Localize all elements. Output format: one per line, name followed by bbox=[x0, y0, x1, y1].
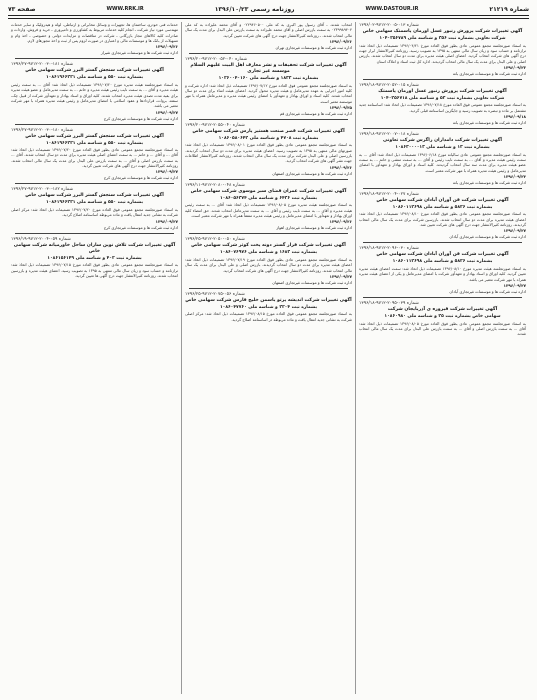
column-3 bbox=[8, 22, 181, 694]
legal-notice bbox=[185, 183, 352, 231]
notice-office: اداره ثبت شرکت ها و موسسات غیرتجاری آبادان bbox=[449, 234, 526, 240]
notice-body: به استناد صورتجلسه مجمع عمومی فوق العاده مورخ ۱۳۹۶/۰۷/۱۸ تصمیمات ذیل اتخاذ شد: اساسنامه جدید مشتمل بر ماده و تبصره به تصویب رسید و جایگزین اساسنامه قبلی گردید. bbox=[359, 102, 526, 113]
notice-office: اداره ثبت شرکت ها و موسسات غیرتجاری قم bbox=[279, 110, 352, 116]
notice-title: آگهی تغییرات شرکت سنجش گستر البرز شرکت سهامی خاص bbox=[25, 133, 164, 139]
notice-body: خدمات فنی خودرو، ساختمان ها، تجهیزات و وسائل مخابراتی و ارتباطی، لوله و هیدرولیک و سایر خدمات مهندسی مورد نیاز شرکت ـ انجام کلیه خدمات مربوط به کشاورزی و دامپروری ـ خرید و فروش، واردات و صادرات کلیه کالاهای مجاز بازرگانی ـ شرکت در مناقصات و مزایدات دولتی و خصوصی ـ اخذ وام و تسهیلات از بانک ها و موسسات مالی و اعتباری در صورت لزوم پس از ثبت و اخذ مجوزهای لازم. bbox=[11, 22, 178, 44]
notice-divider bbox=[363, 79, 522, 80]
notice-body: به استناد صورتجلسه مجمع عمومی عادی بطور فوق العاده مورخ ۱۳۹۶/۰۸/۱۰ تصمیمات ذیل اتخاذ شد: اعضای هیئت مدیره برای مدت دو سال انتخاب شدند. بازرسین شرکت برای مدت یک سال مالی انتخاب گردیدند. روزنامه کثیرالانتشار جهت درج آگهی های شرکت تعیین شد. bbox=[359, 211, 527, 228]
legal-notice bbox=[185, 292, 352, 322]
notice-divider bbox=[363, 297, 522, 298]
notice-body: به استناد صورتجلسه هیئت مدیره مورخ ۱۳۹۶/۰۸/۰۵ تصمیمات ذیل اتخاذ شد: آقای ... به سمت رئیس هیئت مدیره و آقای ... به سمت نایب رئیس و آقای ... به سمت مدیرعامل انتخاب شدند. حق امضاء کلیه اوراق بهادار و تعهدآور با امضای مدیرعامل و رئیس هیئت مدیره متفقاً همراه با مهر شرکت معتبر است. bbox=[185, 202, 352, 218]
notice-body: به استناد صورتجلسه مجمع عمومی عادی بطور فوق العاده مورخ ۱۳۹۶/۰۷/۱۹ تصمیمات ذیل اتخاذ شد: اعضای هیئت مدیره برای مدت دو سال انتخاب گردیدند. بازرس اصلی و علی البدل برای مدت یک سال مالی انتخاب شدند. روزنامه کثیرالانتشار جهت درج آگهی های شرکت انتخاب گردید. bbox=[185, 256, 353, 273]
notice-date: ۱۳۹۶/۰۹/۲۶ bbox=[329, 219, 352, 225]
notice-registration: بشماره ثبت ۵۵۰ و شناسه ملی ۱۰۸۶۱۹۶۶۲۲۱ bbox=[45, 200, 144, 206]
legal-notice bbox=[359, 132, 526, 185]
legal-notice bbox=[11, 237, 178, 279]
notice-title: آگهی تغییرات شرکت دامداران زاگرس شرکت تعاونی bbox=[383, 138, 502, 144]
site-url-left[interactable]: WWW.RRK.IR bbox=[106, 6, 144, 12]
notice-registration: بشماره ثبت ۵۸۲۶ و شناسه ملی ۱۰۸۶۰۱۱۲۶۹۸ bbox=[392, 204, 493, 210]
notice-code: شماره ۰۳۹-۲۰۹۵-۹۷۱۲-۱۳۹۶/۱۸ bbox=[359, 301, 419, 306]
header-rule bbox=[8, 15, 529, 16]
notice-code: شماره ۰۴۸-۲۰۸۰-۹۷۱۲-۱۳۹۶/۱۱ bbox=[185, 182, 245, 188]
notice-columns bbox=[8, 22, 529, 694]
notice-office: اداره ثبت شرکت ها و موسسات غیرتجاری اصفهان bbox=[272, 279, 352, 285]
legal-notice bbox=[11, 187, 178, 229]
notice-divider bbox=[15, 58, 174, 59]
notice-body: به استناد صورتجلسه مجمع عمومی فوق العاده مورخ ۱۳۹۶/۰۷/۱۲ تصمیمات ذیل اتخاذ شد: اداره شرکت و کلیه امور اجرایی به عهده مدیرعامل و هیئت مدیره محول گردید. اعضای هیئت امناء برای مدت دو سال انتخاب شدند. کلیه اسناد و اوراق بهادار و تعهدآور با امضای رئیس هیئت مدیره و مدیرعامل همراه با مهر موسسه معتبر است. bbox=[185, 82, 352, 104]
notice-code: شماره ۰۱۸-۲۰۰۷-۹۷۱۲-۱۳۹۶/۱۸ bbox=[359, 132, 419, 138]
notice-office: اداره ثبت شرکت ها و موسسات غیرتجاری آبادان bbox=[449, 289, 526, 294]
legal-notice bbox=[185, 57, 352, 116]
page-header bbox=[8, 4, 529, 14]
notice-code: شماره ۰۵۶-۲۰۷۵-۹۷۱۲-۱۳۹۶/۲۵ bbox=[185, 291, 245, 297]
legal-notice bbox=[359, 23, 526, 76]
notice-date: ۱۳۹۶/۰۹/۲۷ bbox=[503, 283, 526, 288]
notice-date: ۱۳۹۶/۰۹/۲۷ bbox=[155, 169, 178, 175]
notice-title: آگهی تغییرات شرکت پرورش زنبور عسل اورمان پاسمتک سهامی خاص bbox=[362, 29, 523, 34]
notice-registration: شرکت تعاونی بشماره ثبت ۳۵۶ و شناسه ملی ۱۰۴۰۲۵۶۷۸۹ bbox=[379, 36, 506, 41]
notice-office: اداره ثبت شرکت ها و موسسات غیرتجاری بانه bbox=[452, 179, 526, 185]
notice-title: آگهی تغییرات شرکت فراز گستر دونه پخت کوثر شرکت سهامی خاص bbox=[191, 243, 346, 249]
notice-date: ۱۳۹۶/۰۹/۲۵ bbox=[329, 104, 352, 110]
column-1 bbox=[355, 22, 529, 694]
notice-code: شماره ۰۳۰-۲۰۹۶-۹۷۱۲-۱۳۹۶/۱۸ bbox=[359, 246, 419, 252]
notice-title: آگهی تغییرات شرکت پرورش زنبور عسل اورمان پاسمتک bbox=[378, 88, 507, 94]
notice-code: شماره ۰۴۰-۲۰۵۵-۹۷۱۲-۱۳۹۶/۲۰ bbox=[185, 122, 245, 128]
notice-code: شماره ۰۱۵-۲۰۵۲-۹۷۱۲-۱۳۹۶/۱۸ bbox=[359, 82, 419, 88]
legal-notice bbox=[11, 62, 178, 120]
notice-title: آگهی تغییرات شرکت سنجش گستر البرز شرکت سهامی خاص bbox=[25, 193, 164, 199]
notice-code: شماره ۰۲۷-۲۰۰۴-۹۷۱۲-۱۳۹۶/۱۸ bbox=[359, 191, 419, 197]
notice-office: اداره ثبت شرکت ها و موسسات غیرتجاری کرج bbox=[103, 175, 178, 181]
notice-registration: بشماره ثبت ۴۷۰۸ و شناسه ملی ۱۰۸۶۰۵۸۰۶۴۲ bbox=[218, 135, 319, 141]
notice-office: اداره ثبت شرکت ها و موسسات غیرتجاری شیراز bbox=[100, 50, 178, 56]
notice-body: به استناد صورتجلسه مجمع عمومی عادی سالیانه مورخ ۱۳۹۶/۰۶/۱۸ تصمیمات ذیل اتخاذ شد: آقای ... به سمت رئیس هیئت مدیره و آقای ... به سمت نایب رئیس و آقای ... به سمت منشی و خانم ... به سمت عضو هیئت مدیره برای مدت سه سال انتخاب گردیدند. کلیه اسناد و اوراق بهادار و تعهدآور با امضای مدیرعامل و رئیس هیئت مدیره همراه با مهر شرکت معتبر است. bbox=[359, 151, 527, 173]
notice-body: به استناد صورتجلسه مجمع عمومی فوق العاده مورخ ۱۳۹۶/۰۸/۱۵ تصمیمات ذیل اتخاذ شد: مرکز اصلی شرکت به نشانی جدید انتقال یافت و ماده مربوطه در اساسنامه اصلاح گردید. bbox=[185, 311, 352, 322]
notice-date: ۱۳۹۶/۰۹/۲۷ bbox=[329, 273, 352, 279]
issue-number: شماره ۲۱۲۱۹ bbox=[489, 5, 529, 13]
notice-title: آگهی تغییرات شرکت سنجش گستر البرز شرکت سهامی خاص bbox=[25, 68, 164, 74]
notice-code: شماره ۱۸۰-۲۰۰۳۰-۹۷۱۲-۱۳۹۶/۲۷ bbox=[11, 127, 74, 133]
notice-registration: بشماره ثبت ۵۸۲۶ و شناسه ملی ۱۰۸۶۰۱۱۲۶۹۸ bbox=[392, 259, 493, 265]
notice-office: اداره ثبت شرکت ها و موسسات غیرتجاری اصفهان bbox=[272, 170, 352, 176]
notice-date: ۱۳۹۶/۰۹/۲۷ bbox=[155, 109, 178, 115]
notice-divider bbox=[363, 128, 522, 129]
notice-title: آگهی تغییرات شرکت قصر صنعت هستیر پارس شرکت سهامی خاص bbox=[192, 128, 345, 134]
notice-divider bbox=[189, 179, 348, 180]
notice-title: آگهی تغییرات شرکت فن آوران آبادان شرکت سهامی خاص bbox=[376, 197, 509, 203]
legal-notice bbox=[11, 22, 178, 55]
notice-body: به استناد صورتجلسه مجمع عمومی عادی بطور فوق العاده مورخ ۱۳۹۶/۰۷/۱۵ تصمیمات ذیل اتخاذ شد: ترازنامه و حساب سود و زیان سال مالی منتهی به ۱۳۹۵ به تصویب رسید. اعضای هیئت مدیره و بازرسین انتخاب شدند. روزنامه کثیرالانتشار جهت درج آگهی ها تعیین گردید. bbox=[11, 262, 179, 278]
legal-notice bbox=[11, 128, 178, 181]
legal-notice bbox=[185, 22, 352, 50]
notice-registration: بشماره ثبت ۲۲۰۴ و شناسه ملی ۱۰۸۶۰۴۷۷۶۰ bbox=[219, 304, 318, 310]
notice-code: شماره ۱۸۲-۲۰۰۳۰-۹۷۱۲-۱۳۹۶/۲۷ bbox=[11, 187, 74, 193]
notice-office: اداره ثبت شرکت ها و موسسات غیرتجاری بانه bbox=[452, 120, 526, 126]
notice-code: شماره ۱۸۱-۲۰۰۳۰-۹۷۱۲-۱۳۹۶/۲۷ bbox=[11, 62, 74, 68]
notice-title: آگهی تغییرات شرکت فیروزه ی آذربایجان شرکت bbox=[387, 307, 498, 312]
notice-title: آگهی تغییرات شرکت تحقیقات و نشر معارف اهل البیت علیهم السلام موسسه غیر تجاری bbox=[190, 63, 347, 75]
legal-notice bbox=[359, 301, 526, 337]
legal-notice bbox=[185, 123, 352, 176]
legal-notice bbox=[359, 83, 526, 125]
notice-date: ۱۳۹۶/۰۹/۱۸ bbox=[503, 114, 526, 120]
notice-code: شماره ۰۵۰-۲۰۵۰-۹۷۱۲-۱۳۹۶/۲۵ bbox=[185, 237, 245, 243]
notice-registration: بشماره ثبت ۱۸۳۲ و شناسه ملی ۱۰۲۶۰۰۴۰۱۶۰ bbox=[218, 76, 319, 82]
notice-date: ۱۳۹۶/۰۹/۲۶ bbox=[329, 164, 352, 170]
notice-registration: سهامی خاص بشماره ثبت ۲۵ و شناسه ملی ۱۰۸۶۰۹۸۰ bbox=[384, 314, 501, 319]
notice-divider bbox=[15, 183, 174, 184]
notice-divider bbox=[189, 119, 348, 120]
notice-body: به استناد صورتجلسه مجمع عمومی عادی بطور فوق العاده مورخ ۱۳۹۶/۰۸/۰۵ تصمیمات ذیل اتخاذ شد: آقای ... به سمت بازرس اصلی و آقای ... به سمت بازرس علی البدل برای مدت یک سال مالی انتخاب شدند. bbox=[359, 320, 527, 337]
notice-registration: بشماره ثبت ۶۴۳۶ و شناسه ملی ۱۰۸۶۰۵۶۳۷۴ bbox=[219, 195, 318, 201]
notice-divider bbox=[189, 53, 348, 54]
notice-divider bbox=[189, 288, 348, 289]
notice-body: به استناد صورتجلسه هیئت مدیره مورخ ۱۳۹۶/۰۸/۱۰ تصمیمات ذیل اتخاذ شد: سمت اعضای هیئت مدیره تعیین گردید. کلیه اوراق و اسناد بهادار و تعهدآور شرکت با امضای مدیرعامل و یکی از اعضای هیئت مدیره همراه با مهر شرکت معتبر می باشد. bbox=[359, 265, 527, 282]
newspaper-title-date: روزنامه رسمی ۱۳۹۶/۱۰/۲۳ bbox=[214, 5, 295, 13]
notice-divider bbox=[363, 242, 522, 243]
notice-registration: بشماره ثبت ۵۵۰ و شناسه ملی ۱۰۸۶۱۹۶۶۲۲۱ bbox=[45, 140, 144, 146]
notice-code: شماره ۰۱۳-۲۰۰۵-۹۷۱۲-۱۳۹۶/۰۲ bbox=[359, 23, 419, 28]
notice-registration: بشماره ثبت ۱۳ و شناسه ملی ۱۰۸۶۳۰۰۰۰۱۳ bbox=[395, 145, 490, 151]
notice-code: شماره ۰۵۹-۲۰۰۴-۹۷۱۲-۱۳۹۶/۱۹ bbox=[11, 236, 71, 242]
notice-title: آگهی تغییرات شرکت تلاش نوین سازان ساحل خاورمیانه شرکت سهامی خاص bbox=[13, 242, 176, 254]
notice-title: آگهی تغییرات شرکت فن آوران آبادان شرکت سهامی خاص bbox=[376, 252, 509, 258]
notice-title: آگهی تغییرات شرکت اندیشه پرتو یاسمن خلیج فارس شرکت سهامی خاص bbox=[185, 297, 352, 303]
notice-office: اداره ثبت شرکت ها و موسسات غیرتجاری کرج bbox=[103, 115, 178, 121]
notice-divider bbox=[363, 188, 522, 189]
notice-date: ۱۳۹۶/۰۹/۲۶ bbox=[329, 39, 352, 45]
notice-divider bbox=[189, 233, 348, 234]
notice-divider bbox=[15, 233, 174, 234]
notice-registration: شرکت تعاونی بشماره ثبت ۵۲ و شناسه ملی ۱۰۴۰۲۵۶۷۱۸ bbox=[380, 95, 505, 101]
site-url-right[interactable]: WWW.DASTOUR.IR bbox=[365, 6, 419, 12]
notice-date: ۱۳۹۶/۰۹/۲۴ bbox=[503, 173, 526, 179]
notice-body: به استناد صورتجلسه مجمع عمومی عادی بطور فوق العاده مورخ ۱۳۹۶/۰۴/۲۱ تصمیمات ذیل اتخاذ شد: ترازنامه و حساب سود و زیان سال مالی منتهی به ۱۳۹۵ به تصویب رسید. روزنامه کثیرالانتشار ابرار جهت درج آگهی های شرکت انتخاب گردید. اعضای اصلی هیئت مدیره برای مدت دو سال انتخاب شدند. بازرس اصلی و علی البدل برای مدت یک سال مالی انتخاب گردیدند. اداره کل ثبت اسناد و املاک استان bbox=[359, 42, 527, 64]
notice-body: به استناد صورتجلسه هیئت مدیره مورخ ۱۳۹۶/۰۷/۲۰ تصمیمات ذیل اتخاذ شد: آقای ... به سمت رئیس هیئت مدیره و آقای ... به سمت نایب رئیس هیئت مدیره و خانم ... به سمت مدیرعامل و عضو هیئت مدیره برای بقیه مدت تصدی هیئت مدیره انتخاب شدند. کلیه اوراق و اسناد بهادار و تعهدآور شرکت از قبیل چک، سفته، بروات، قراردادها و عقود اسلامی با امضای مدیرعامل و رئیس هیئت مدیره همراه با مهر شرکت معتبر می باشد. bbox=[11, 81, 178, 109]
column-2 bbox=[181, 22, 355, 694]
legal-notice bbox=[359, 192, 526, 240]
notice-divider bbox=[15, 124, 174, 125]
notice-date: ۱۳۹۶/۰۹/۲۳ bbox=[503, 64, 526, 70]
notice-office: اداره ثبت شرکت ها و موسسات غیرتجاری کرج bbox=[103, 224, 178, 230]
legal-notice bbox=[359, 246, 526, 294]
notice-office: اداره ثبت شرکت ها و موسسات غیرتجاری تهران bbox=[275, 45, 352, 51]
notice-office: اداره ثبت شرکت ها و موسسات غیرتجاری اهواز bbox=[276, 225, 352, 231]
notice-code: شماره ۰۴۰-۲۰۰۵۲-۹۷۱۲-۱۳۹۶/۲۰ bbox=[185, 57, 248, 63]
notice-body: انتخاب شدند. ـ آقای رسول پور اکبری به کد ملی ۰۲۲۹۴۶۰۵۰۰ و آقای محمد علیزاده به کد ملی ۰۲۳۹۹۸۹۴۰۴ به سمت بازرس اصلی و آقای محمد علیزاده به سمت بازرس علی البدل برای مدت یک سال مالی انتخاب شدند. ـ روزنامه کثیرالانتشار جهت درج آگهی های شرکت تعیین گردید. bbox=[185, 22, 352, 38]
page-number: صفحه ۷۳ bbox=[8, 5, 36, 13]
notice-date: ۱۳۹۶/۰۹/۲۶ bbox=[155, 44, 178, 50]
legal-notice bbox=[185, 237, 352, 285]
notice-title: آگهی تغییرات شرکت عمران فضای سبز موسوی شرکت سهامی خاص bbox=[190, 188, 347, 194]
notice-office: اداره ثبت شرکت ها و موسسات غیرتجاری بانه bbox=[452, 70, 526, 76]
notice-body: به استناد صورتجلسه مجمع عمومی فوق العاده مورخ ۱۳۹۶/۰۷/۲۰ تصمیمات ذیل اتخاذ شد: مرکز اصلی شرکت به نشانی جدید انتقال یافت و ماده مربوطه اساسنامه اصلاح گردید. bbox=[11, 206, 178, 218]
notice-date: ۱۳۹۶/۰۹/۲۷ bbox=[155, 218, 178, 224]
notice-registration: بشماره ثبت ۵۵۰ و شناسه ملی ۱۰۸۶۱۹۶۶۲۲۱ bbox=[45, 75, 144, 81]
notice-registration: بشماره ثبت ۴۰۲ و شناسه ملی ۱۰۸۶۱۵۶۱۴۹ bbox=[47, 255, 142, 261]
notice-body: به استناد صورتجلسه مجمع عمومی عادی بطور فوق العاده مورخ ۱۳۹۶/۰۸/۰۱ تصمیمات ذیل اتخاذ شد: صورتهای مالی منتهی به ۱۳۹۵ به تصویب رسید. اعضای هیئت مدیره برای مدت دو سال انتخاب گردیدند. بازرسین اصلی و علی البدل شرکت برای مدت یک سال مالی انتخاب شدند. روزنامه کثیرالانتشار اطلاعات جهت نشر آگهی های شرکت انتخاب گردید. bbox=[185, 142, 353, 164]
notice-date: ۱۳۹۶/۰۹/۲۷ bbox=[503, 228, 526, 234]
notice-body: به استناد صورتجلسه مجمع عمومی عادی بطور فوق العاده مورخ ۱۳۹۶/۰۷/۲۰ تصمیمات ذیل اتخاذ شد: آقای ... و آقای ... و خانم ... به سمت اعضای اصلی هیئت مدیره برای مدت دو سال انتخاب شدند. آقای ... به سمت بازرس اصلی و آقای ... به سمت بازرس علی البدل برای مدت یک سال مالی انتخاب شدند. روزنامه کثیرالانتشار جهت درج آگهی های شرکت تعیین گردید. bbox=[11, 147, 179, 169]
notice-registration: بشماره ثبت ۱۶۸۳ و شناسه ملی ۱۰۸۶۰۷۶۹۷۶ bbox=[219, 250, 318, 256]
header-rule-thin bbox=[8, 18, 529, 19]
